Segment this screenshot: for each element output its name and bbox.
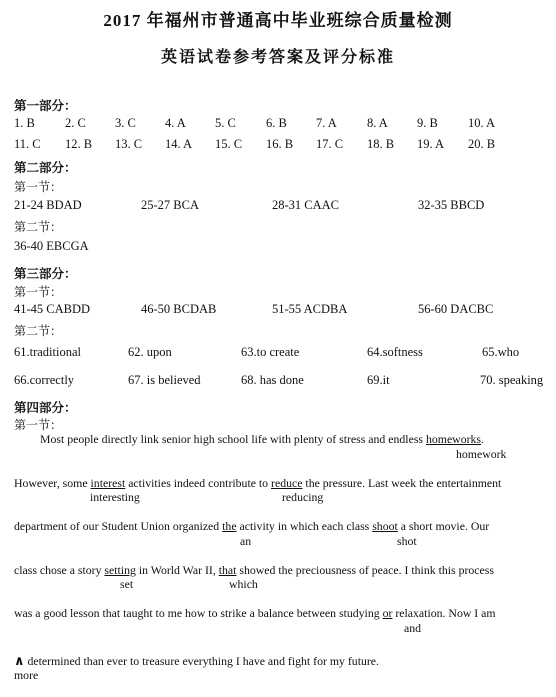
passage-line-2 [14,476,501,491]
answer-item: 70. speaking [480,373,544,387]
part4-section1-label: 第一节： [14,418,63,432]
answer-item: 15. C [215,137,243,151]
answer-group: 25-27 BCA [141,198,199,212]
correction: set [120,577,134,591]
passage-text: was a good lesson that taught to me how to strike a balance between studying [14,606,383,620]
answer-item: 3. C [115,116,136,130]
answer-item: 65.who [482,345,520,359]
answer-item: 16. B [266,137,294,151]
answer-item: 20. B [468,137,496,151]
error-word: or [382,606,393,620]
document-subtitle: 英语试卷参考答案及评分标准 [160,49,395,66]
error-word: reduce [271,476,303,490]
document-title: 2017 年福州市普通高中毕业班综合质量检测 [103,11,453,30]
error-word: the [222,519,237,533]
passage-text: the pressure. Last week the entertainment [302,476,502,490]
correction: and [404,621,422,635]
answer-item: 9. B [417,116,438,130]
passage-line-1 [40,432,484,447]
part4-heading: 第四部分： [14,401,77,415]
answer-item: 11. C [14,137,41,151]
passage-text: showed the preciousness of peace. I think this process [236,563,494,577]
answer-group: 32-35 BBCD [418,198,485,212]
answer-group: 56-60 DACBC [418,302,494,316]
answer-item: 12. B [65,137,93,151]
correction: reducing [282,490,324,504]
passage-text: a short movie. Our [397,519,490,533]
answer-item: 6. B [266,116,287,130]
part1-heading: 第一部分： [14,99,77,113]
error-word: shoot [372,519,398,533]
passage-text: Most people directly link senior high school life with plenty of stress and endless [40,432,426,446]
answer-item: 13. C [115,137,143,151]
answer-item: 2. C [65,116,86,130]
error-word: homeworks [425,432,482,446]
answer-item: 5. C [215,116,236,130]
answer-item: 7. A [316,116,337,130]
correction: interesting [90,490,140,504]
answer-item: 67. is believed [128,373,201,387]
passage-line-3 [14,519,489,534]
answer-group: 51-55 ACDBA [272,302,348,316]
correction: an [240,534,252,548]
error-word: setting [104,563,136,577]
correction: which [229,577,258,591]
answer-group: 28-31 CAAC [272,198,340,212]
insertion-caret-icon: ∧ [14,653,25,668]
correction: homework [456,447,507,461]
answer-group: 21-24 BDAD [14,198,82,212]
answer-item: 61.traditional [14,345,81,359]
part3-section2-label: 第二节： [14,324,63,338]
answer-item: 8. A [367,116,388,130]
part3-heading: 第三部分： [14,267,77,281]
part2-section1-label: 第一节： [14,180,63,194]
error-word: interest [90,476,126,490]
part2-heading: 第二部分： [14,161,77,175]
answer-item: 68. has done [241,373,304,387]
passage-text: However, some [14,476,91,490]
answer-group: 46-50 BCDAB [141,302,217,316]
answer-item: 10. A [468,116,496,130]
passage-text: . [481,432,484,446]
passage-text: determined than ever to treasure everything I have and fight for my future. [24,654,379,668]
passage-text: class chose a story [14,563,105,577]
answer-item: 1. B [14,116,35,130]
passage-line-4 [14,563,494,578]
passage-text: in World War II, [135,563,219,577]
answer-item: 19. A [417,137,445,151]
answer-item: 18. B [367,137,395,151]
part3-section1-label: 第一节： [14,285,63,299]
answer-item: 64.softness [367,345,423,359]
part2-section2-label: 第二节： [14,220,63,234]
answer-item: 69.it [367,373,390,387]
error-word: that [218,563,237,577]
correction: shot [397,534,417,548]
passage-text: department of our Student Union organized [14,519,223,533]
passage-text: relaxation. Now I am [392,606,496,620]
passage-line-6 [14,653,379,669]
passage-text: activity in which each class [236,519,373,533]
correction: more [14,668,39,682]
answer-item: 14. A [165,137,193,151]
answer-item: 62. upon [128,345,172,359]
answer-item: 63.to create [241,345,300,359]
answer-item: 66.correctly [14,373,75,387]
passage-text: activities indeed contribute to [125,476,272,490]
answer-group: 36-40 EBCGA [14,239,89,253]
answer-item: 17. C [316,137,344,151]
answer-group: 41-45 CABDD [14,302,91,316]
passage-line-5 [14,606,496,621]
answer-item: 4. A [165,116,186,130]
